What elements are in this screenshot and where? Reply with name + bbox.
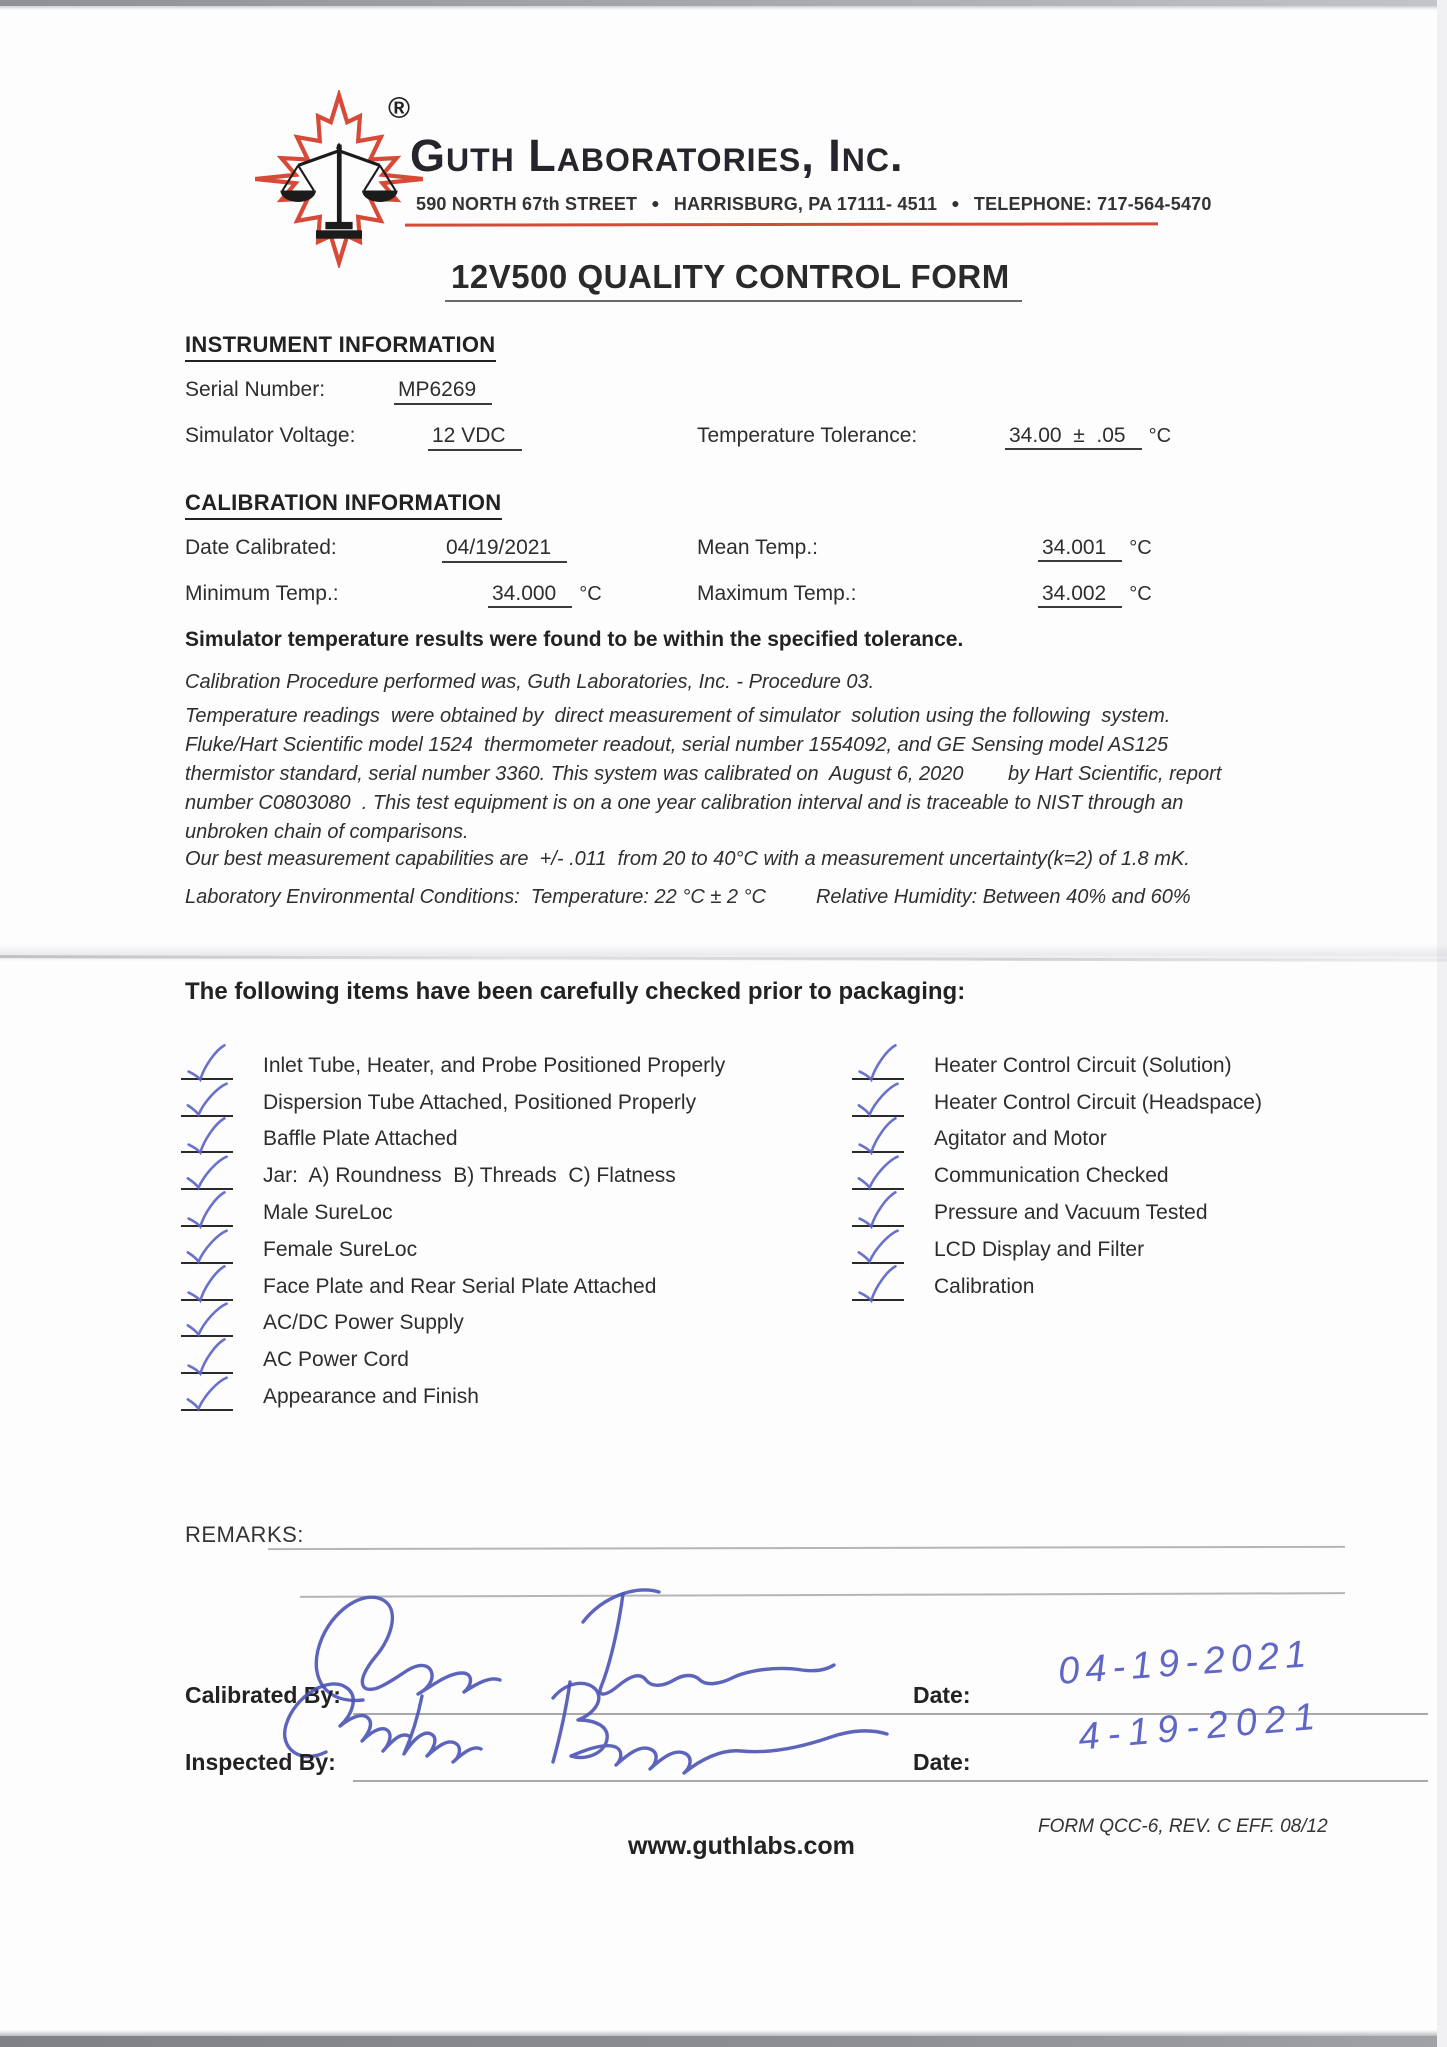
checkmark-icon: [854, 1155, 899, 1191]
environment-note: Laboratory Environmental Conditions: Temperature: 22 °C ± 2 °C Relative Humidity: Between 40% and 60%: [185, 886, 1191, 908]
temperature-tolerance-field: [1005, 424, 1171, 448]
check-item: [181, 1304, 841, 1341]
temperature-tolerance-value: 34.00 ± .05: [1005, 424, 1142, 450]
checkmark-icon: [183, 1303, 228, 1339]
mean-temp-label: Mean Temp.:: [697, 536, 819, 559]
checkmark-icon: [854, 1192, 901, 1230]
system-note-line: Temperature readings were obtained by direct measurement of simulator solution using the following system.: [185, 705, 1171, 727]
check-item: [181, 1083, 841, 1120]
temperature-tolerance-unit: °C: [1148, 425, 1172, 447]
instrument-info-heading: INSTRUMENT INFORMATION: [185, 332, 496, 362]
calibrated-by-label: Calibrated By:: [185, 1682, 341, 1708]
check-item: [181, 1046, 841, 1083]
check-item-label: LCD Display and Filter: [934, 1237, 1145, 1261]
check-item-label: Jar: A) Roundness B) Threads C) Flatness: [263, 1164, 676, 1188]
procedure-note: Calibration Procedure performed was, Guth Laboratories, Inc. - Procedure 03.: [185, 671, 875, 693]
checkmark-icon: [854, 1119, 901, 1157]
header-red-rule: [405, 222, 1158, 226]
checkmark-icon: [183, 1119, 230, 1157]
min-temp-label: Minimum Temp.:: [185, 582, 339, 605]
address-street: 590 NORTH 67th STREET: [416, 194, 638, 214]
serial-number-value: MP6269: [394, 378, 492, 405]
inspected-signature-line: [353, 1780, 1015, 1782]
check-item: [181, 1193, 841, 1230]
check-item: [852, 1156, 1422, 1193]
checkmark-icon: [183, 1155, 228, 1191]
checkmark-icon: [183, 1082, 228, 1118]
check-item-label: Appearance and Finish: [263, 1384, 479, 1408]
check-item: [181, 1377, 841, 1414]
check-item: [852, 1267, 1422, 1304]
remarks-line-1: [268, 1546, 1345, 1550]
checkmark-icon: [183, 1339, 230, 1377]
company-address: [416, 194, 1212, 215]
check-item-label: Baffle Plate Attached: [263, 1127, 458, 1151]
max-temp-label: Maximum Temp.:: [697, 582, 857, 605]
bullet-icon: ●: [651, 195, 660, 211]
serial-number-label: Serial Number:: [185, 378, 326, 401]
checkmark-icon: [183, 1192, 230, 1230]
checklist-right: [852, 1046, 1422, 1304]
bullet-icon: ●: [951, 195, 960, 211]
check-item-label: Male SureLoc: [263, 1200, 393, 1224]
checkmark-icon: [183, 1045, 230, 1083]
address-phone: TELEPHONE: 717-564-5470: [973, 194, 1212, 214]
check-item-label: Heater Control Circuit (Solution): [934, 1053, 1232, 1077]
check-item: [852, 1193, 1422, 1230]
temperature-tolerance-label: Temperature Tolerance:: [697, 424, 918, 447]
checkmark-icon: [854, 1266, 901, 1304]
checkmark-icon: [183, 1266, 230, 1304]
check-item: [852, 1120, 1422, 1157]
inspected-by-label: Inspected By:: [185, 1749, 336, 1775]
check-item-label: Calibration: [934, 1274, 1035, 1298]
system-note-line: unbroken chain of comparisons.: [185, 821, 469, 843]
scan-edge-bottom: [0, 2036, 1447, 2047]
check-item-label: Pressure and Vacuum Tested: [934, 1200, 1208, 1224]
max-temp-field: [1038, 582, 1152, 606]
calibration-info-heading: CALIBRATION INFORMATION: [185, 490, 502, 520]
inspected-date-value: 4-19-2021: [1076, 1695, 1325, 1759]
check-item: [181, 1156, 841, 1193]
inspected-signature: [270, 1668, 930, 1783]
check-item: [181, 1267, 841, 1304]
checkmark-icon: [183, 1229, 228, 1265]
website-text: www.guthlabs.com: [628, 1832, 855, 1860]
check-item: [181, 1230, 841, 1267]
calibrated-date-value: 04-19-2021: [1056, 1633, 1314, 1693]
max-temp-unit: °C: [1129, 583, 1152, 605]
remarks-label: REMARKS:: [185, 1522, 304, 1547]
check-item: [852, 1230, 1422, 1267]
registered-trademark-icon: ®: [388, 92, 411, 125]
min-temp-field: [488, 582, 602, 606]
check-item-label: Communication Checked: [934, 1164, 1169, 1188]
system-note-line: Fluke/Hart Scientific model 1524 thermometer readout, serial number 1554092, and GE Sensing model AS125: [185, 734, 1169, 756]
check-item-label: Female SureLoc: [263, 1237, 418, 1261]
check-item: [852, 1046, 1422, 1083]
scan-edge-right: [1437, 0, 1447, 2047]
mean-temp-field: [1038, 536, 1152, 560]
min-temp-value: 34.000: [488, 582, 572, 608]
max-temp-value: 34.002: [1038, 582, 1122, 608]
date-calibrated-value: 04/19/2021: [442, 536, 567, 563]
system-note-line: thermistor standard, serial number 3360. This system was calibrated on August 6, 2020 by Hart Scientific, report: [185, 763, 1222, 785]
check-item: [852, 1083, 1422, 1120]
mean-temp-value: 34.001: [1038, 536, 1122, 562]
check-item-label: Inlet Tube, Heater, and Probe Positioned Properly: [263, 1053, 726, 1077]
inspected-date-line: [1003, 1780, 1428, 1782]
check-item-label: Dispersion Tube Attached, Positioned Properly: [263, 1090, 697, 1114]
check-item-label: Heater Control Circuit (Headspace): [934, 1090, 1262, 1114]
inspected-date-label: Date:: [913, 1749, 971, 1775]
scan-edge-top-fade: [0, 6, 1447, 10]
form-title: 12V500 QUALITY CONTROL FORM: [445, 258, 1022, 302]
date-calibrated-label: Date Calibrated:: [185, 536, 337, 559]
checklist-left: [181, 1046, 841, 1414]
checkmark-icon: [854, 1045, 901, 1083]
check-item: [181, 1120, 841, 1157]
system-note: [185, 702, 1375, 847]
simulator-voltage-value: 12 VDC: [428, 424, 522, 451]
simulator-voltage-label: Simulator Voltage:: [185, 424, 356, 447]
form-reference: FORM QCC-6, REV. C EFF. 08/12: [1038, 1816, 1328, 1837]
system-note-line: number C0803080 . This test equipment is on a one year calibration interval and is traceable to NIST through an: [185, 792, 1184, 814]
company-name: Guth Laboratories, Inc.: [410, 130, 904, 181]
min-temp-unit: °C: [579, 583, 602, 605]
capabilities-note: Our best measurement capabilities are +/- .011 from 20 to 40°C with a measurement uncertainty(k=2) of 1.8 mK.: [185, 848, 1190, 870]
address-city: HARRISBURG, PA 17111- 4511: [673, 194, 938, 214]
checkmark-icon: [183, 1376, 228, 1412]
check-item-label: Face Plate and Rear Serial Plate Attached: [263, 1274, 657, 1298]
check-item-label: AC Power Cord: [263, 1348, 409, 1372]
checkmark-icon: [854, 1229, 899, 1265]
checkmark-icon: [854, 1082, 899, 1118]
tolerance-statement: Simulator temperature results were found to be within the specified tolerance.: [185, 628, 964, 651]
checklist-heading: The following items have been carefully checked prior to packaging:: [185, 978, 966, 1005]
check-item-label: AC/DC Power Supply: [263, 1311, 464, 1335]
check-item-label: Agitator and Motor: [934, 1127, 1107, 1151]
mean-temp-unit: °C: [1129, 537, 1152, 559]
check-item: [181, 1340, 841, 1377]
calibrated-date-label: Date:: [913, 1682, 971, 1708]
